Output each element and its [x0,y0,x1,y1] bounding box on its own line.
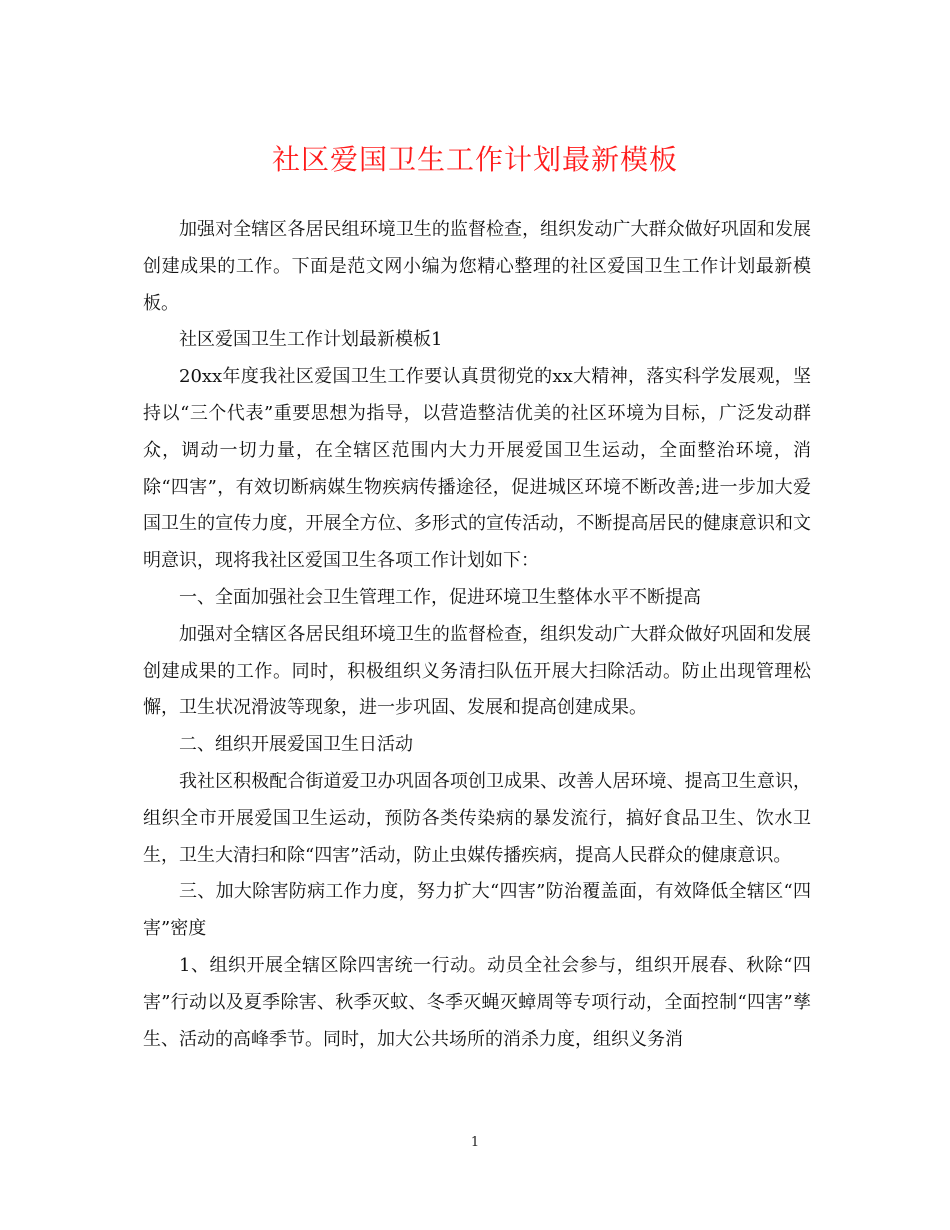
paragraph-section-one-body: 加强对全辖区各居民组环境卫生的监督检查，组织发动广大群众做好巩固和发展创建成果的工作。同时，积极组织义务清扫队伍开展大扫除活动。防止出现管理松懈，卫生状况滑波等现象，进一步巩固、发展和提高创建成果。 [143,623,811,719]
paragraph-overview: 20xx年度我社区爱国卫生工作要认真贯彻党的xx大精神，落实科学发展观，坚持以“三个代表”重要思想为指导，以营造整洁优美的社区环境为目标，广泛发动群众，调动一切力量，在全辖区范围内大力开展爱国卫生运动，全面整治环境，消除“四害”，有效切断病媒生物疾病传播途径，促进城区环境不断改善;进一步加大爱国卫生的宣传力度，开展全方位、多形式的宣传活动，不断提高居民的健康意识和文明意识，现将我社区爱国卫生各项工作计划如下： [143,366,811,572]
paragraph-section-three-heading: 三、加大除害防病工作力度，努力扩大“四害”防治覆盖面，有效降低全辖区“四害”密度 [143,881,811,940]
paragraph-section-two-body: 我社区积极配合街道爱卫办巩固各项创卫成果、改善人居环境、提高卫生意识，组织全市开展爱国卫生运动，预防各类传染病的暴发流行，搞好食品卫生、饮水卫生，卫生大清扫和除“四害”活动，防止虫媒传播疾病，提高人民群众的健康意识。 [143,770,811,866]
paragraph-intro: 加强对全辖区各居民组环境卫生的监督检查，组织发动广大群众做好巩固和发展创建成果的工作。下面是范文网小编为您精心整理的社区爱国卫生工作计划最新模板。 [143,219,811,314]
paragraph-section-two-heading: 二、组织开展爱国卫生日活动 [179,734,413,756]
document-body [143,212,811,1058]
page-number: 1 [470,1135,480,1150]
paragraph-template-heading: 社区爱国卫生工作计划最新模板1 [179,329,443,351]
paragraph-section-one-heading: 一、全面加强社会卫生管理工作，促进环境卫生整体水平不断提高 [179,586,701,608]
paragraph-item-one: 1、组织开展全辖区除四害统一行动。动员全社会参与，组织开展春、秋除“四害”行动以及夏季除害、秋季灭蚊、冬季灭蝇灭蟑周等专项行动，全面控制“四害”孳生、活动的高峰季节。同时，加大公共场所的消杀力度，组织义务消 [143,954,811,1050]
document-title: 社区爱国卫生工作计划最新模板 [271,143,678,176]
